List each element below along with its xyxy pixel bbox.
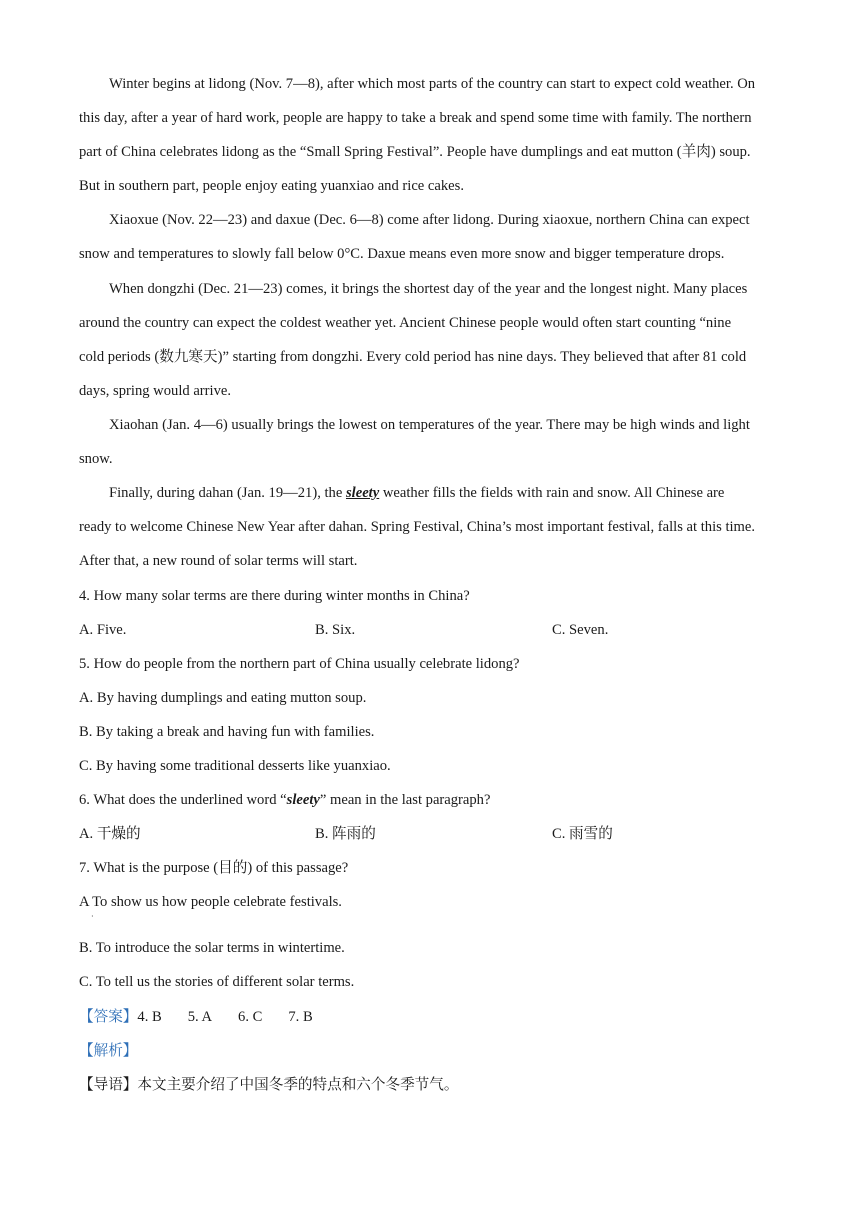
analysis-label: 【解析】 [79,1043,138,1059]
passage-p4-line2: snow. [79,451,113,467]
question-6-stem [79,790,490,810]
guide-label: 【导语】 [79,1077,138,1093]
passage-p2-line1: Xiaoxue (Nov. 22—23) and daxue (Dec. 6—8) come after lidong. During xiaoxue, northern China can expect [109,212,750,228]
question-5-stem: 5. How do people from the northern part of China usually celebrate lidong? [79,656,520,672]
question-4-option-a: A. Five. [79,622,127,638]
passage-p5-line3: After that, a new round of solar terms will start. [79,553,358,569]
passage-p3-line4: days, spring would arrive. [79,383,231,399]
passage-p4-line1: Xiaohan (Jan. 4—6) usually brings the lowest on temperatures of the year. There may be high winds and light [109,417,750,433]
passage-p5-line1 [109,483,724,503]
guide-text: 本文主要介绍了中国冬季的特点和六个冬季节气。 [137,1077,459,1093]
question-6-option-a: A. 干燥的 [79,826,141,842]
question-7-option-c: C. To tell us the stories of different solar terms. [79,974,355,990]
answer-label: 【答案】 [79,1009,138,1025]
passage-p1-line1: Winter begins at lidong (Nov. 7—8), after which most parts of the country can start to expect cold weather. On [109,76,756,92]
question-7-option-a: A To show us how people celebrate festivals. [79,894,342,910]
passage-p1-line4: But in southern part, people enjoy eating yuanxiao and rice cakes. [79,178,464,194]
question-4-option-c: C. Seven. [552,622,609,638]
answer-item-4: 4. B [137,1009,162,1025]
question-5-option-c: C. By having some traditional desserts like yuanxiao. [79,758,391,774]
passage-p5-line2: ready to welcome Chinese New Year after dahan. Spring Festival, China’s most important festival, falls at this time. [79,519,756,535]
passage-p1-line2: this day, after a year of hard work, people are happy to take a break and spend some time with family. The northern [79,110,752,126]
passage-p3-line1: When dongzhi (Dec. 21—23) comes, it brings the shortest day of the year and the longest night. Many places [109,281,748,297]
question-6-stem-b: ” mean in the last paragraph? [319,792,491,808]
question-5-option-b: B. By taking a break and having fun with families. [79,724,375,740]
question-6-option-c: C. 雨雪的 [552,826,613,842]
question-7-option-a-dot: · [91,912,94,921]
underlined-word-sleety: sleety [345,485,380,501]
answer-item-6: 6. C [238,1009,263,1025]
answer-item-5: 5. A [187,1009,213,1025]
question-6-word-sleety: sleety [286,792,320,808]
question-4-stem: 4. How many solar terms are there during winter months in China? [79,588,470,604]
passage-p3-line3: cold periods (数九寒天)” starting from dongzhi. Every cold period has nine days. They believed that after 81 cold [79,349,747,365]
question-5-option-a: A. By having dumplings and eating mutton soup. [79,690,367,706]
passage-p1-line3: part of China celebrates lidong as the “Small Spring Festival”. People have dumplings and eat mutton (羊肉) soup. [79,144,751,160]
question-6-stem-a: 6. What does the underlined word “ [79,792,287,808]
passage-p5-text-a: Finally, during dahan (Jan. 19—21), the [109,485,346,501]
answer-line [79,1007,313,1027]
answer-item-7: 7. B [288,1009,313,1025]
question-7-stem: 7. What is the purpose (目的) of this passage? [79,860,349,876]
passage-p3-line2: around the country can expect the coldest weather yet. Ancient Chinese people would often start counting “nine [79,315,732,331]
passage-p5-text-b: weather fills the fields with rain and snow. All Chinese are [379,485,725,501]
guide-line [79,1075,458,1095]
question-6-option-b: B. 阵雨的 [315,826,376,842]
question-7-option-b: B. To introduce the solar terms in wintertime. [79,940,345,956]
passage-p2-line2: snow and temperatures to slowly fall below 0°C. Daxue means even more snow and bigger temperature drops. [79,246,725,262]
question-4-option-b: B. Six. [315,622,356,638]
